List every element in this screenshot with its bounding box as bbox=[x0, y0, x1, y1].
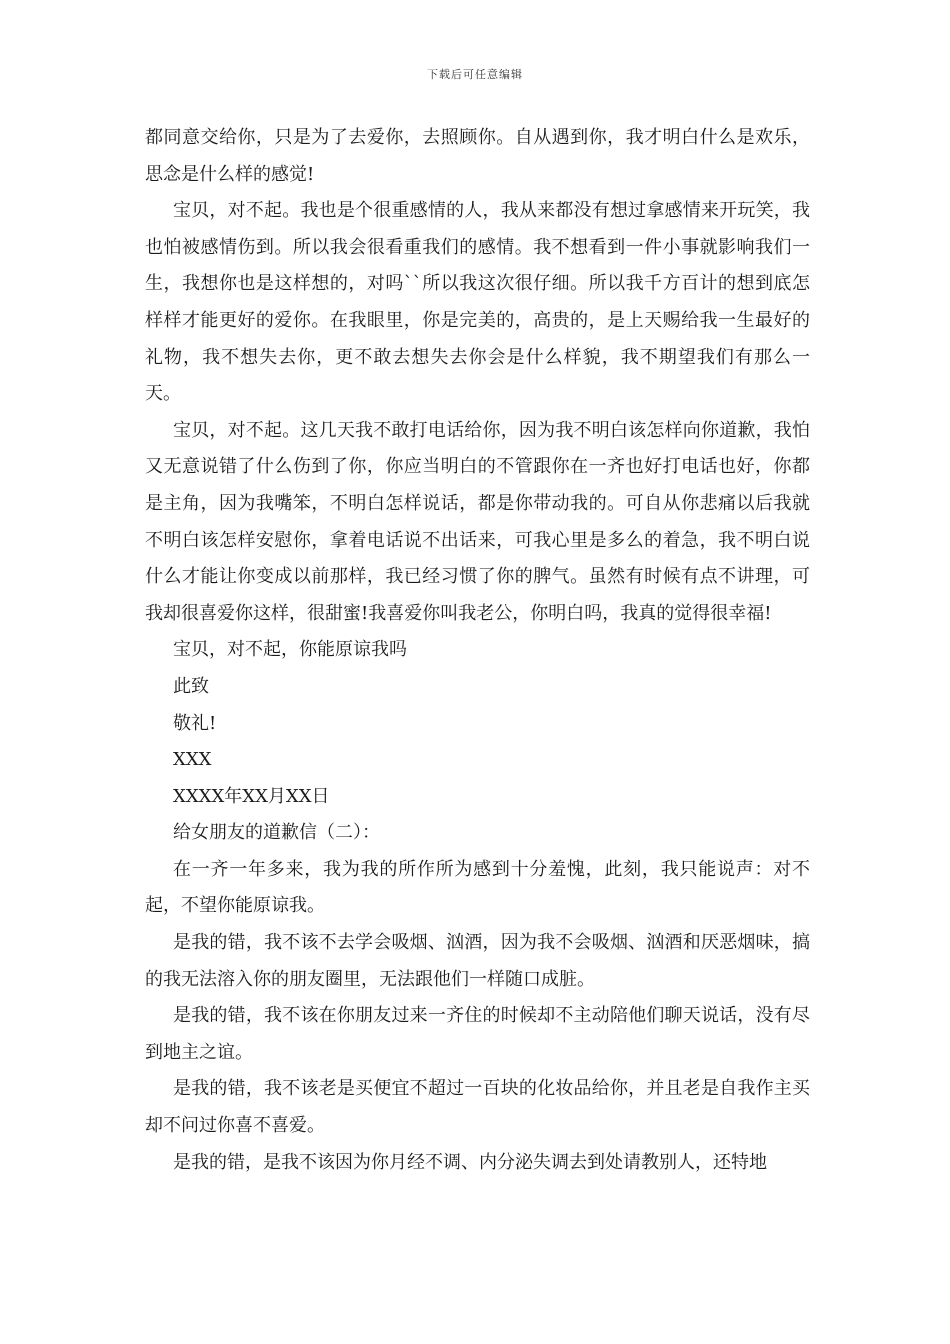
paragraph: 宝贝，对不起。这几天我不敢打电话给你，因为我不明白该怎样向你道歉，我怕又无意说错了什么伤到了你，你应当明白的不管跟你在一齐也好打电话也好，你都是主角，因为我嘴笨，不明白怎样说话，都是你带动我的。可自从你悲痛以后我就不明白该怎样安慰你，拿着电话说不出话来，可我心里是多么的着急，我不明白说什么才能让你变成以前那样，我已经习惯了你的脾气。虽然有时候有点不讲理，可我却很喜爱你这样，很甜蜜!我喜爱你叫我老公，你明白吗，我真的觉得很幸福! bbox=[145, 419, 810, 624]
page-header: 下载后可任意编辑 bbox=[427, 68, 523, 81]
date-line: XXXX年XX月XX日 bbox=[173, 785, 330, 807]
document-body bbox=[145, 120, 810, 1181]
paragraph: 宝贝，对不起。我也是个很重感情的人，我从来都没有想过拿感情来开玩笑，我也怕被感情伤到。所以我会很看重我们的感情。我不想看到一件小事就影响我们一生，我想你也是这样想的，对吗``所以我这次很仔细。所以我千方百计的想到底怎样样才能更好的爱你。在我眼里，你是完美的，高贵的，是上天赐给我一生最好的礼物，我不想失去你，更不敢去想失去你会是什么样貌，我不期望我们有那么一天。 bbox=[145, 200, 810, 405]
paragraph: 是我的错，我不该老是买便宜不超过一百块的化妆品给你，并且老是自我作主买却不问过你喜不喜爱。 bbox=[145, 1078, 810, 1137]
section-title: 给女朋友的道歉信（二）： bbox=[173, 822, 380, 844]
closing-line: 此致 bbox=[173, 675, 209, 697]
paragraph: 宝贝，对不起，你能原谅我吗 bbox=[173, 639, 407, 661]
paragraph: 都同意交给你，只是为了去爱你，去照顾你。自从遇到你，我才明白什么是欢乐，思念是什么样的感觉! bbox=[145, 127, 810, 185]
closing-salutation: 敬礼! bbox=[173, 712, 217, 734]
paragraph: 是我的错，我不该不去学会吸烟、汹酒，因为我不会吸烟、汹酒和厌恶烟味，搞的我无法溶入你的朋友圈里，无法跟他们一样随口成脏。 bbox=[145, 932, 810, 990]
paragraph: 是我的错，我不该在你朋友过来一齐住的时候却不主动陪他们聊天说话，没有尽到地主之谊。 bbox=[145, 1005, 810, 1063]
signature: XXX bbox=[173, 749, 212, 771]
paragraph: 是我的错，是我不该因为你月经不调、内分泌失调去到处请教别人，还特地 bbox=[173, 1151, 767, 1173]
paragraph: 在一齐一年多来，我为我的所作所为感到十分羞愧，此刻，我只能说声：对不起，不望你能原谅我。 bbox=[145, 858, 810, 917]
